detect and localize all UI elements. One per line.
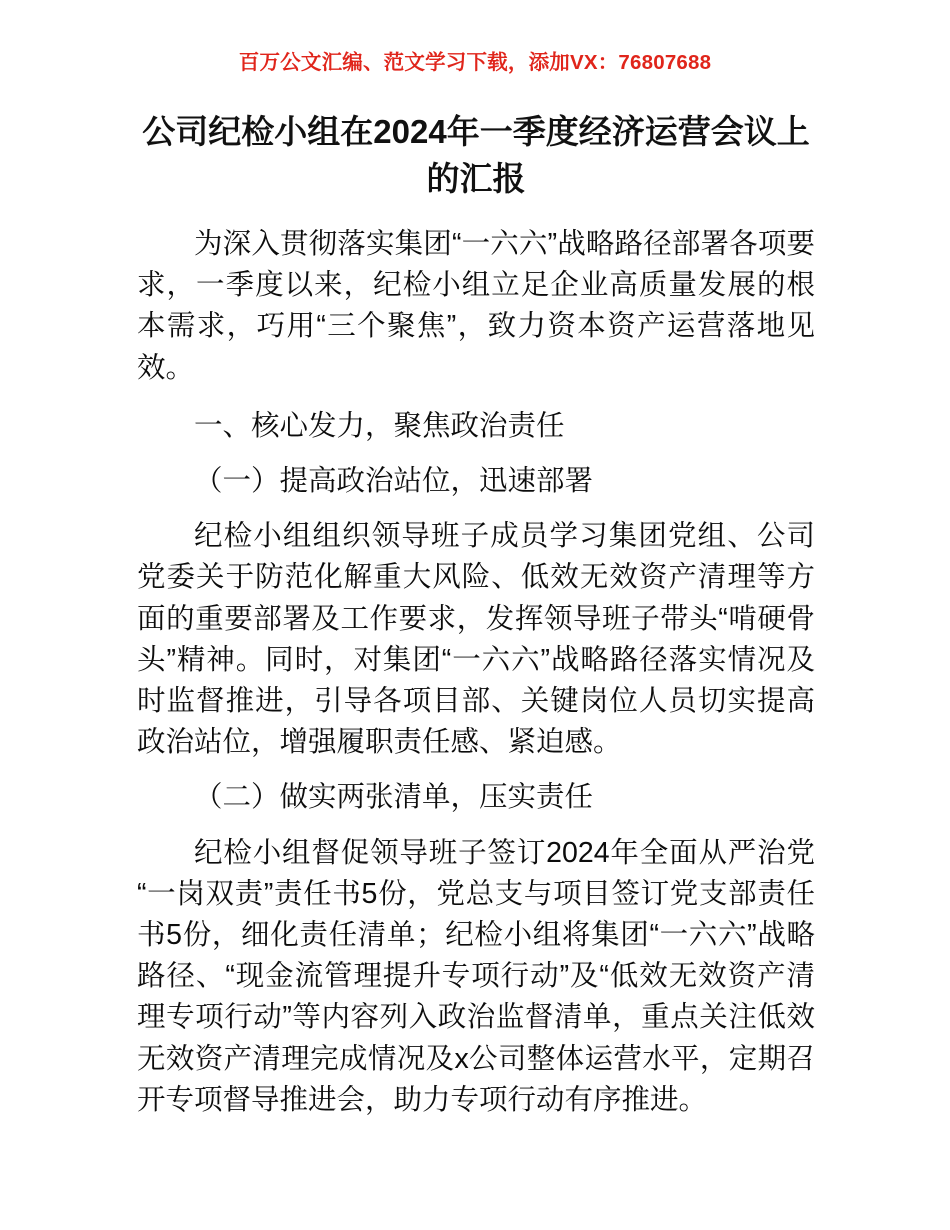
paragraph-1-1: 纪检小组组织领导班子成员学习集团党组、公司党委关于防范化解重大风险、低效无效资产清理等方面的重要部署及工作要求，发挥领导班子带头“啃硬骨头”精神。同时，对集团“一六六”战略路径落实情况及时监督推进，引导各项目部、关键岗位人员切实提高政治站位，增强履职责任感、紧迫感。 xyxy=(137,520,815,759)
lead-paragraph: 为深入贯彻落实集团“一六六”战略路径部署各项要求，一季度以来，纪检小组立足企业高质量发展的根本需求，巧用“三个聚焦”，致力资本资产运营落地见效。 xyxy=(137,228,815,384)
subsection-heading-1-2: （二）做实两张清单，压实责任 xyxy=(194,781,594,814)
promo-watermark-header: 百万公文汇编、范文学习下载，添加VX：76807688 xyxy=(238,51,712,74)
subsection-heading-1-1: （一）提高政治站位，迅速部署 xyxy=(194,465,594,498)
document-body xyxy=(137,108,815,1121)
section-heading-1: 一、核心发力，聚焦政治责任 xyxy=(194,409,565,442)
paragraph-1-2: 纪检小组督促领导班子签订2024年全面从严治党“一岗双责”责任书5份，党总支与项目签订党支部责任书5份，细化责任清单；纪检小组将集团“一六六”战略路径、“现金流管理提升专项行动”及“低效无效资产清理专项行动”等内容列入政治监督清单，重点关注低效无效资产清理完成情况及x公司整体运营水平，定期召开专项督导推进会，助力专项行动有序推进。 xyxy=(137,836,815,1116)
document-title: 公司纪检小组在2024年一季度经济运营会议上的汇报 xyxy=(142,113,810,197)
